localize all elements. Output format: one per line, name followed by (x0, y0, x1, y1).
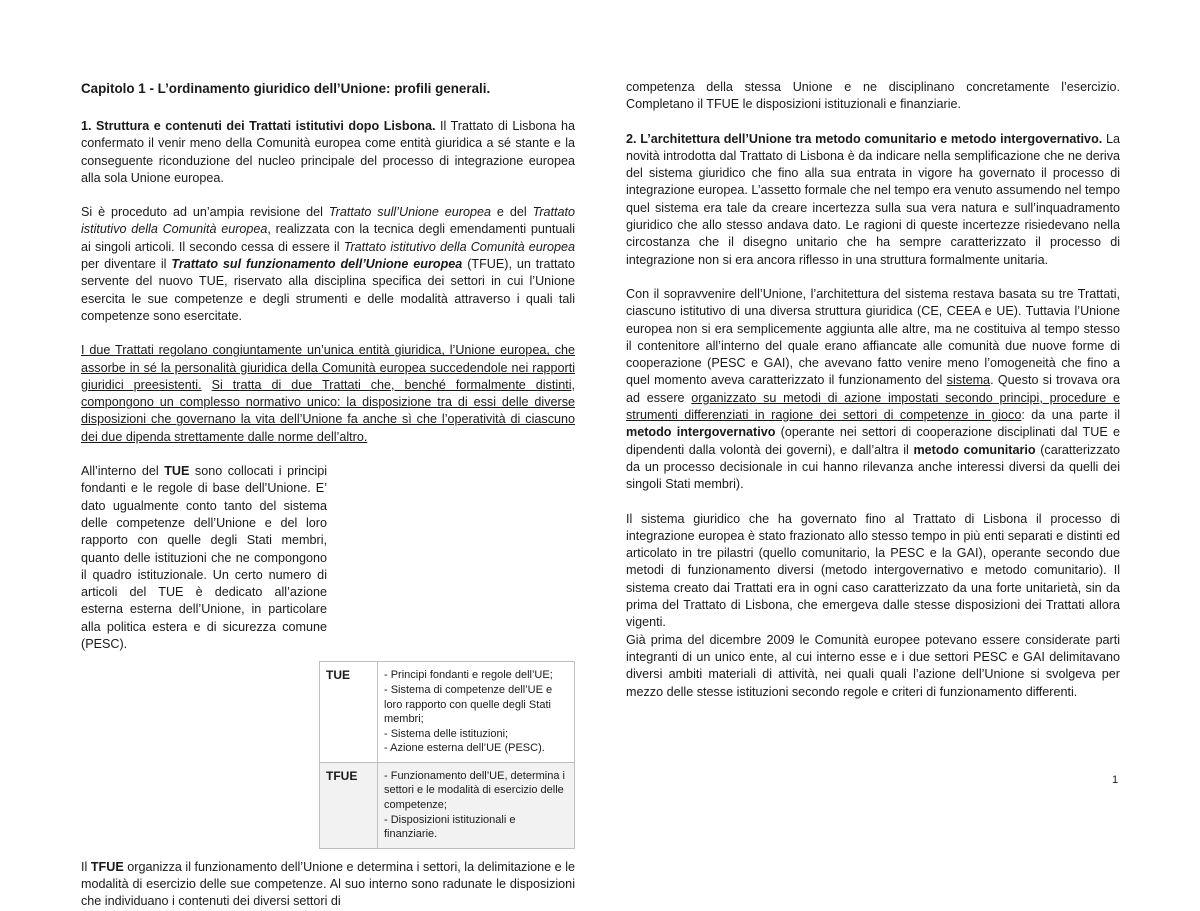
section-1-heading: 1. Struttura e contenuti dei Trattati istitutivi dopo Lisbona. (81, 119, 436, 133)
bold-italic-run: Trattato sul funzionamento dell’Unione europea (171, 257, 463, 272)
table-key-tue: TUE (320, 662, 378, 763)
text-run: e del (491, 205, 533, 220)
page-number: 1 (1112, 774, 1119, 786)
bold-run: TUE (164, 464, 190, 479)
chapter-title: Capitolo 1 - L’ordinamento giuridico dell’Unione: profili generali. (81, 81, 491, 96)
italic-run: Trattato istitutivo della Comunità europea (343, 239, 575, 254)
section-2-heading: 2. L’architettura dell’Unione tra metodo comunitario e metodo intergovernativo. (626, 131, 1103, 146)
table-row (320, 762, 575, 848)
architecture-paragraph (626, 286, 1120, 494)
table-cell-tue (378, 662, 575, 763)
table-cell-tfue (378, 762, 575, 848)
text-run: All’interno del (81, 464, 165, 479)
left-column (81, 80, 575, 911)
treaties-table (319, 661, 575, 849)
underlined-run: organizzato su metodi di azione impostati secondo principi, procedure e strumenti differenziati in ragione dei settori di competenze in gioco (626, 390, 1121, 423)
bold-run: TFUE (90, 859, 124, 874)
section-1-paragraph (81, 118, 575, 187)
pre-2009-paragraph: Già prima del dicembre 2009 le Comunità europee potevano essere considerate parti integranti di un unico ente, al cui interno esse e i due settori PESC e GAI delimitavano diversi ambiti materiali di attività, nei quali quali l’azione dell’Unione si svolgeva per mezzo delle stesse istituzioni secondo regole e criteri di funzionamento differenti. (626, 632, 1120, 699)
text-run: organizza il funzionamento dell’Unione e determina i settori, la delimitazione e le modalità di esercizio delle sue competenze. Al suo interno sono radunate le disposizioni che individuano i contenuti dei diversi settori di (81, 859, 576, 909)
table-row (320, 662, 575, 763)
text-run: Si è proceduto ad un’ampia revisione del (81, 205, 329, 220)
section-1-text: Il Trattato di Lisbona ha confermato il venir meno della Comunità europea come entità giuridica a sé stante e la conseguente riconduzione del nucleo principale del processo di integrazione europea alla sola Unione europea. (81, 119, 575, 185)
table-line: - Sistema delle istituzioni; (384, 727, 509, 740)
text-run (202, 378, 212, 392)
underlined-run: sistema (946, 373, 991, 388)
italic-run: Trattato sull’Unione europea (328, 205, 492, 220)
table-line: - Azione esterna dell’UE (PESC). (384, 742, 545, 755)
right-column (626, 79, 1120, 701)
text-run: Con il sopravvenire dell’Unione, l’architettura del sistema restava basata su tre Trattati, ciascuno istitutivo di una diversa struttura giuridica (CE, CEEA e UE). Tuttavia l’Unione europea non si era semplicemente aggiunta alle altre, ma ne costituiva al tempo stesso il contenitore all’interno del quale erano affiancate alle comunità due nuove forme di cooperazione (PESC e GAI), che avevano fatto venire meno l’omogeneità che fino a quel momento aveva caratterizzato il funzionamento del (626, 286, 1120, 388)
bold-run: metodo comunitario (913, 442, 1036, 457)
tue-block (81, 463, 575, 849)
text-run: , realizzata con la tecnica degli emendamenti puntuali ai singoli articoli. Il secondo cessa di essere il (81, 222, 575, 254)
bold-run: metodo intergovernativo (626, 425, 776, 440)
text-run: Il (81, 859, 91, 874)
text-run: sono collocati i principi fondanti e le regole di base dell’Unione. E’ dato ugualmente conto tanto del sistema delle competenze dell’Unione e del loro rapporto con quelle degli Stati membri, quanto delle istituzioni che ne compongono il quadro istituzionale. Un certo numero di articoli del TUE è dedicato all’azione esterna esterna dell’Unione, in particolare alla politica estera e di sicurezza comune (PESC). (81, 464, 328, 652)
tfue-paragraph (81, 859, 575, 911)
text-run: . Questo si trovava ora ad essere (626, 373, 1120, 405)
text-run: (caratterizzato da un processo decisionale in cui hanno rilevanza anche interessi diversi da quelli dei singoli Stati membri). (626, 442, 1120, 492)
treaties-paragraph (81, 342, 575, 446)
section-2-paragraph (626, 131, 1120, 269)
text-run: (TFUE), un trattato servente del nuovo TUE, riservato alla disciplina specifica dei settori in cui l’Unione esercita le sue competenze e degli strumenti e delle modalità attraverso i quali tali competenze sono esercitate. (81, 257, 576, 323)
table-line: - Disposizioni istituzionali e finanziarie. (384, 813, 516, 841)
underlined-run: I due Trattati regolano congiuntamente un’unica entità giuridica, l’Unione europea, che assorbe in sé la personalità giuridica della Comunità europea succedendole nei rapporti giuridici preesistenti. (81, 343, 575, 392)
section-2-text: La novità introdotta dal Trattato di Lisbona è da indicare nella semplificazione che ne deriva del sistema giuridico che fino alla sua entrata in vigore ha governato il processo di integrazione europea. L’assetto formale che nel tempo era venuto assumendo nel tempo quel sistema era tale da creare incertezza sulla sua vera natura e sull’inquadramento giuridico che allo stesso andava dato. Le ragioni di queste incertezze risiedevano nella circostanza che il disegno unitario che ha sempre caratterizzato il processo di integrazione non si era ancora riflesso in una struttura formalmente unitaria. (626, 131, 1121, 267)
legal-system-paragraph: Il sistema giuridico che ha governato fino al Trattato di Lisbona il processo di integrazione europea è stato frazionato allo stesso tempo in più enti separati e distinti ed articolato in tre pilastri (quello comunitario, la PESC e la GAI), operante secondo due metodi di funzionamento diversi (metodo intergovernativo e metodo comunitario). Il sistema creato dai Trattati era in ogni caso caratterizzato da una forte unitarietà, sin da prima del Trattato di Lisbona, che emergeva dalle stesse disposizioni dei Trattati allora vigenti. (626, 511, 1120, 630)
table-key-tfue: TFUE (320, 762, 378, 848)
revision-paragraph (81, 204, 575, 325)
italic-run: Trattato istitutivo della Comunità europea (81, 205, 576, 237)
text-run: : da una parte il (1021, 408, 1121, 423)
underlined-run: Si tratta di due Trattati che, benché formalmente distinti, compongono un complesso normativo unico: la disposizione tra di essi delle diverse disposizioni che governano la vita dell’Unione fa anche sì che l’operatività di ciascuno dei due dipenda strettamente dalle norme dell’altro. (81, 377, 575, 444)
text-run: per diventare il (81, 257, 172, 272)
table-line: - Funzionamento dell’UE, determina i settori e le modalità di esercizio delle competenze; (384, 769, 565, 812)
table-line: - Principi fondanti e regole dell’UE; (384, 669, 553, 682)
tfue-continuation-paragraph: competenza della stessa Unione e ne disciplinano concretamente l’esercizio. Completano il TFUE le disposizioni istituzionali e finanziarie. (626, 80, 1120, 112)
text-run: (operante nei settori di cooperazione disciplinati dal TUE e dipendenti dalla volontà dei governi), e dall’altra il (626, 425, 1120, 457)
tue-paragraph (81, 463, 327, 653)
table-line: - Sistema di competenze dell’UE e loro rapporto con quelle degli Stati membri; (384, 683, 553, 726)
